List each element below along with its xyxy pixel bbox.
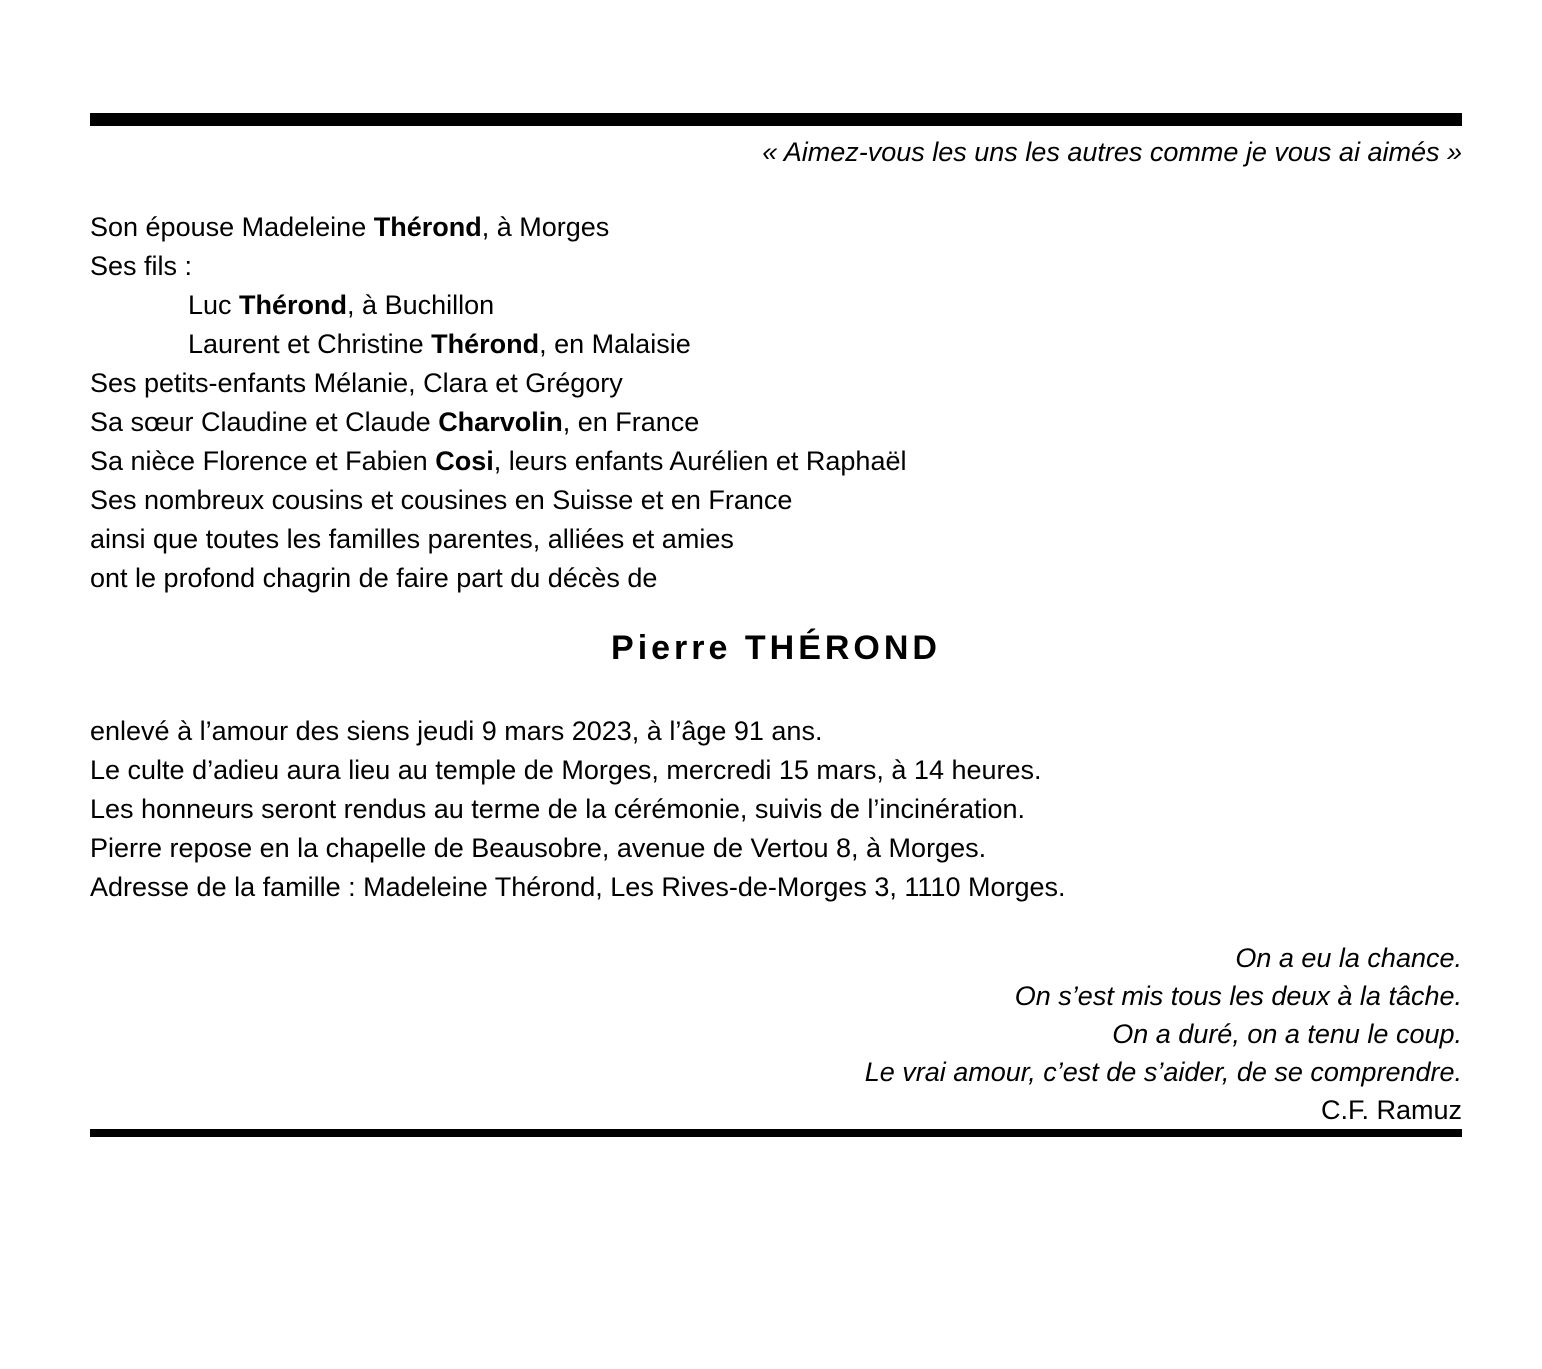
family-line [90, 286, 1462, 325]
bottom-rule [90, 1129, 1462, 1137]
family-list [90, 208, 1462, 598]
text-segment: Ses nombreux cousins et cousines en Suisse et en France [90, 485, 793, 515]
text-segment: Le vrai amour, c’est de s’aider, de se comprendre. [864, 1057, 1462, 1087]
detail-line [90, 829, 1462, 868]
family-line [90, 520, 1462, 559]
family-line [90, 208, 1462, 247]
poem-line [90, 1091, 1462, 1129]
surname-bold: Charvolin [438, 407, 563, 437]
family-line [90, 481, 1462, 520]
text-segment: C.F. Ramuz [1320, 1095, 1462, 1125]
surname-bold: Thérond [239, 290, 348, 320]
text-segment: Ses petits-enfants Mélanie, Clara et Grégory [90, 368, 623, 398]
ceremony-details [90, 712, 1462, 907]
text-segment: Son épouse Madeleine [90, 212, 374, 242]
detail-line [90, 868, 1462, 907]
deceased-name: Pierre THÉROND [611, 629, 941, 667]
scripture-quote: « Aimez-vous les uns les autres comme je vous ai aimés » [762, 137, 1462, 167]
text-segment: , à Morges [481, 212, 610, 242]
poem-line [90, 1053, 1462, 1091]
obituary-page [0, 113, 1542, 1369]
detail-line [90, 712, 1462, 751]
text-segment: On s’est mis tous les deux à la tâche. [1014, 981, 1462, 1011]
family-line [90, 442, 1462, 481]
text-segment: enlevé à l’amour des siens jeudi 9 mars 2023, à l’âge 91 ans. [90, 716, 823, 746]
poem-line [90, 1015, 1462, 1053]
text-segment: , en France [562, 407, 700, 437]
poem-line [90, 939, 1462, 977]
text-segment: ont le profond chagrin de faire part du décès de [90, 563, 658, 593]
text-segment: Sa sœur Claudine et Claude [90, 407, 439, 437]
text-segment: Adresse de la famille : Madeleine Thérond, Les Rives-de-Morges 3, 1110 Morges. [90, 872, 1066, 902]
detail-line [90, 790, 1462, 829]
surname-bold: Cosi [435, 446, 494, 476]
family-line [90, 247, 1462, 286]
text-segment: , leurs enfants Aurélien et Raphaël [493, 446, 907, 476]
family-line [90, 364, 1462, 403]
surname-bold: Thérond [373, 212, 482, 242]
top-rule [90, 113, 1462, 126]
surname-bold: Thérond [431, 329, 540, 359]
family-line [90, 325, 1462, 364]
text-segment: Le culte d’adieu aura lieu au temple de Morges, mercredi 15 mars, à 14 heures. [90, 755, 1042, 785]
text-segment: On a duré, on a tenu le coup. [1112, 1019, 1462, 1049]
text-segment: Les honneurs seront rendus au terme de la cérémonie, suivis de l’incinération. [90, 794, 1026, 824]
poem-quotation [90, 939, 1462, 1129]
text-segment: ainsi que toutes les familles parentes, alliées et amies [90, 524, 734, 554]
detail-line [90, 751, 1462, 790]
text-segment: Pierre repose en la chapelle de Beausobre, avenue de Vertou 8, à Morges. [90, 833, 987, 863]
family-line [90, 559, 1462, 598]
text-segment: Laurent et Christine [188, 329, 432, 359]
family-line [90, 403, 1462, 442]
text-segment: , à Buchillon [347, 290, 495, 320]
text-segment: , en Malaisie [539, 329, 691, 359]
text-segment: Luc [188, 290, 240, 320]
text-segment: Sa nièce Florence et Fabien [90, 446, 436, 476]
text-segment: On a eu la chance. [1235, 943, 1462, 973]
poem-line [90, 977, 1462, 1015]
text-segment: Ses fils : [90, 251, 193, 281]
